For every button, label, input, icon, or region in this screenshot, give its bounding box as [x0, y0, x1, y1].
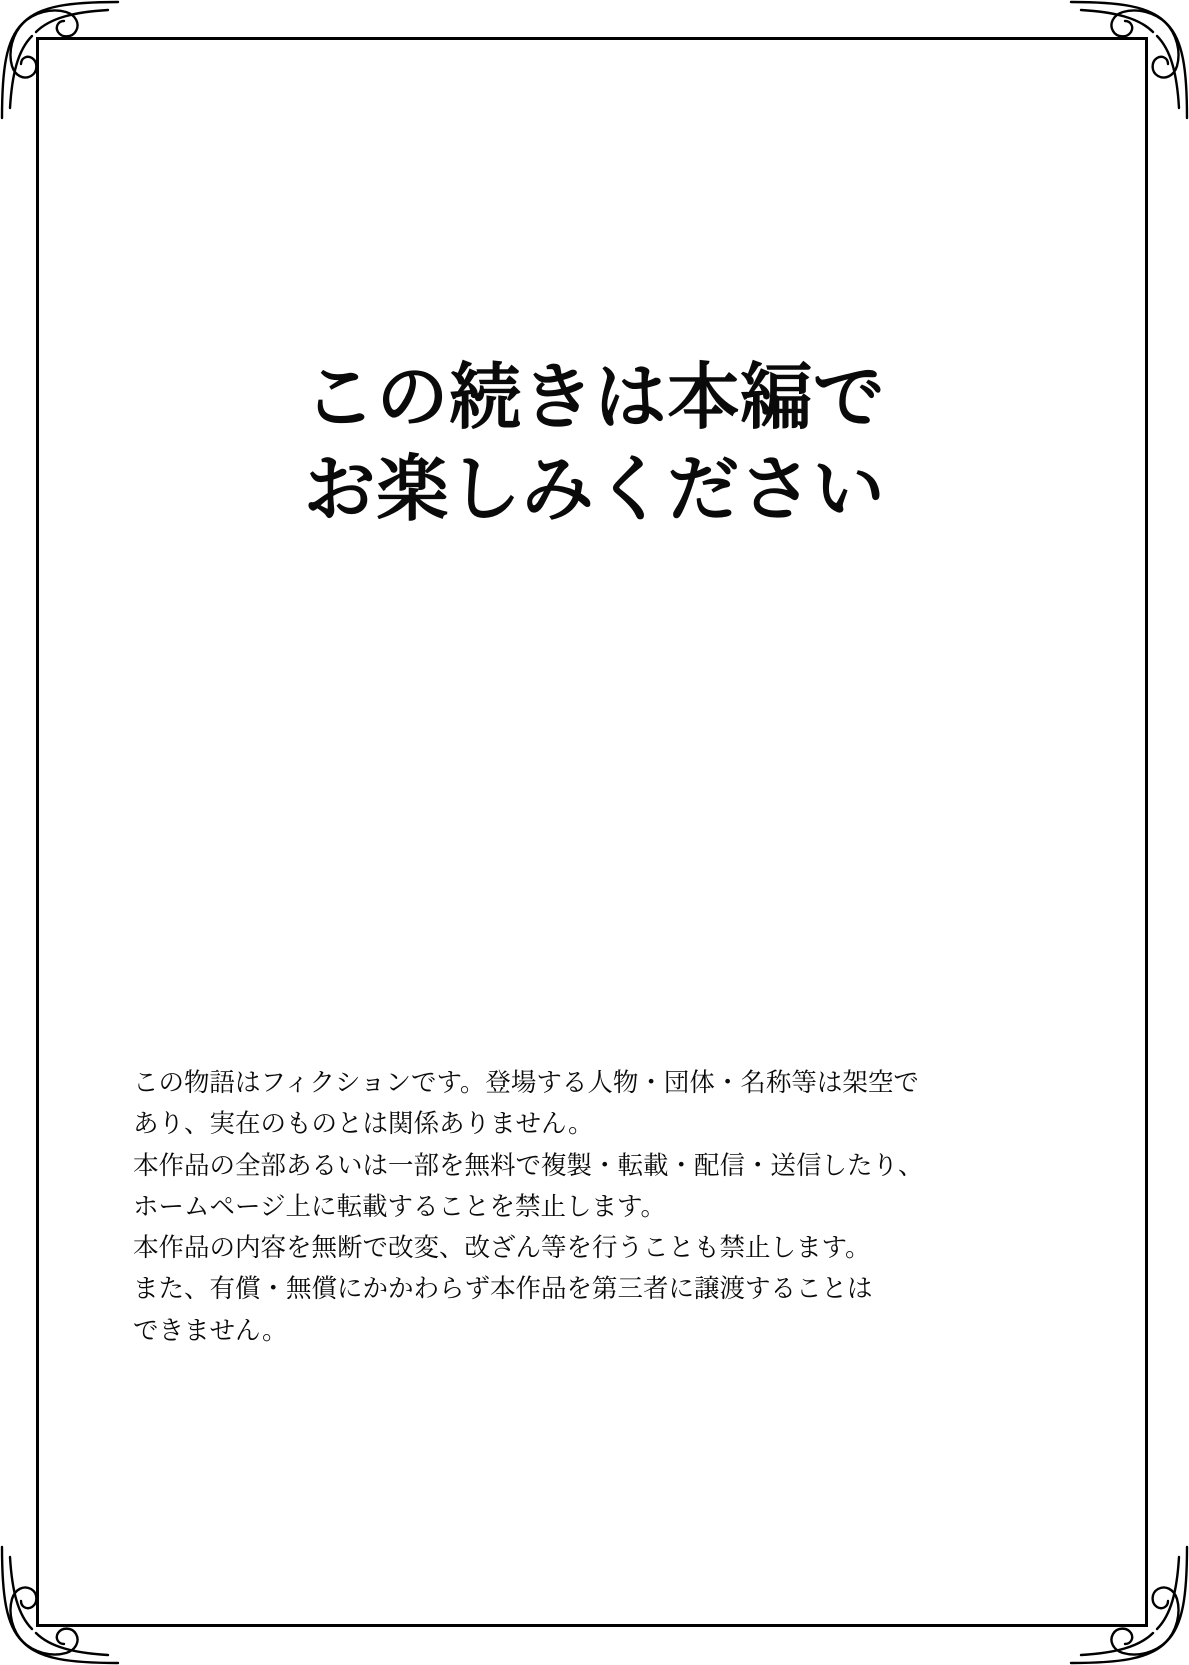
page-title	[0, 352, 1189, 536]
page-title-line-1: この続きは本編で	[303, 358, 886, 438]
disclaimer-line: あり、実在のものとは関係ありません。	[133, 1110, 594, 1139]
page-title-line-2: お楽しみください	[303, 450, 886, 531]
disclaimer-line: できません。	[133, 1316, 288, 1345]
disclaimer-line: 本作品の内容を無断で改変、改ざん等を行うことも禁止します。	[133, 1234, 871, 1263]
disclaimer-line: 本作品の全部あるいは一部を無料で複製・転載・配信・送信したり、	[133, 1151, 924, 1180]
disclaimer-text	[133, 1063, 1013, 1352]
disclaimer-line: ホームページ上に転載することを禁止します。	[133, 1192, 666, 1221]
page-border-frame	[36, 37, 1148, 1627]
disclaimer-line: この物語はフィクションです。登場する人物・団体・名称等は架空で	[133, 1069, 919, 1097]
disclaimer-line: また、有償・無償にかかわらず本作品を第三者に譲渡することは	[133, 1275, 873, 1304]
